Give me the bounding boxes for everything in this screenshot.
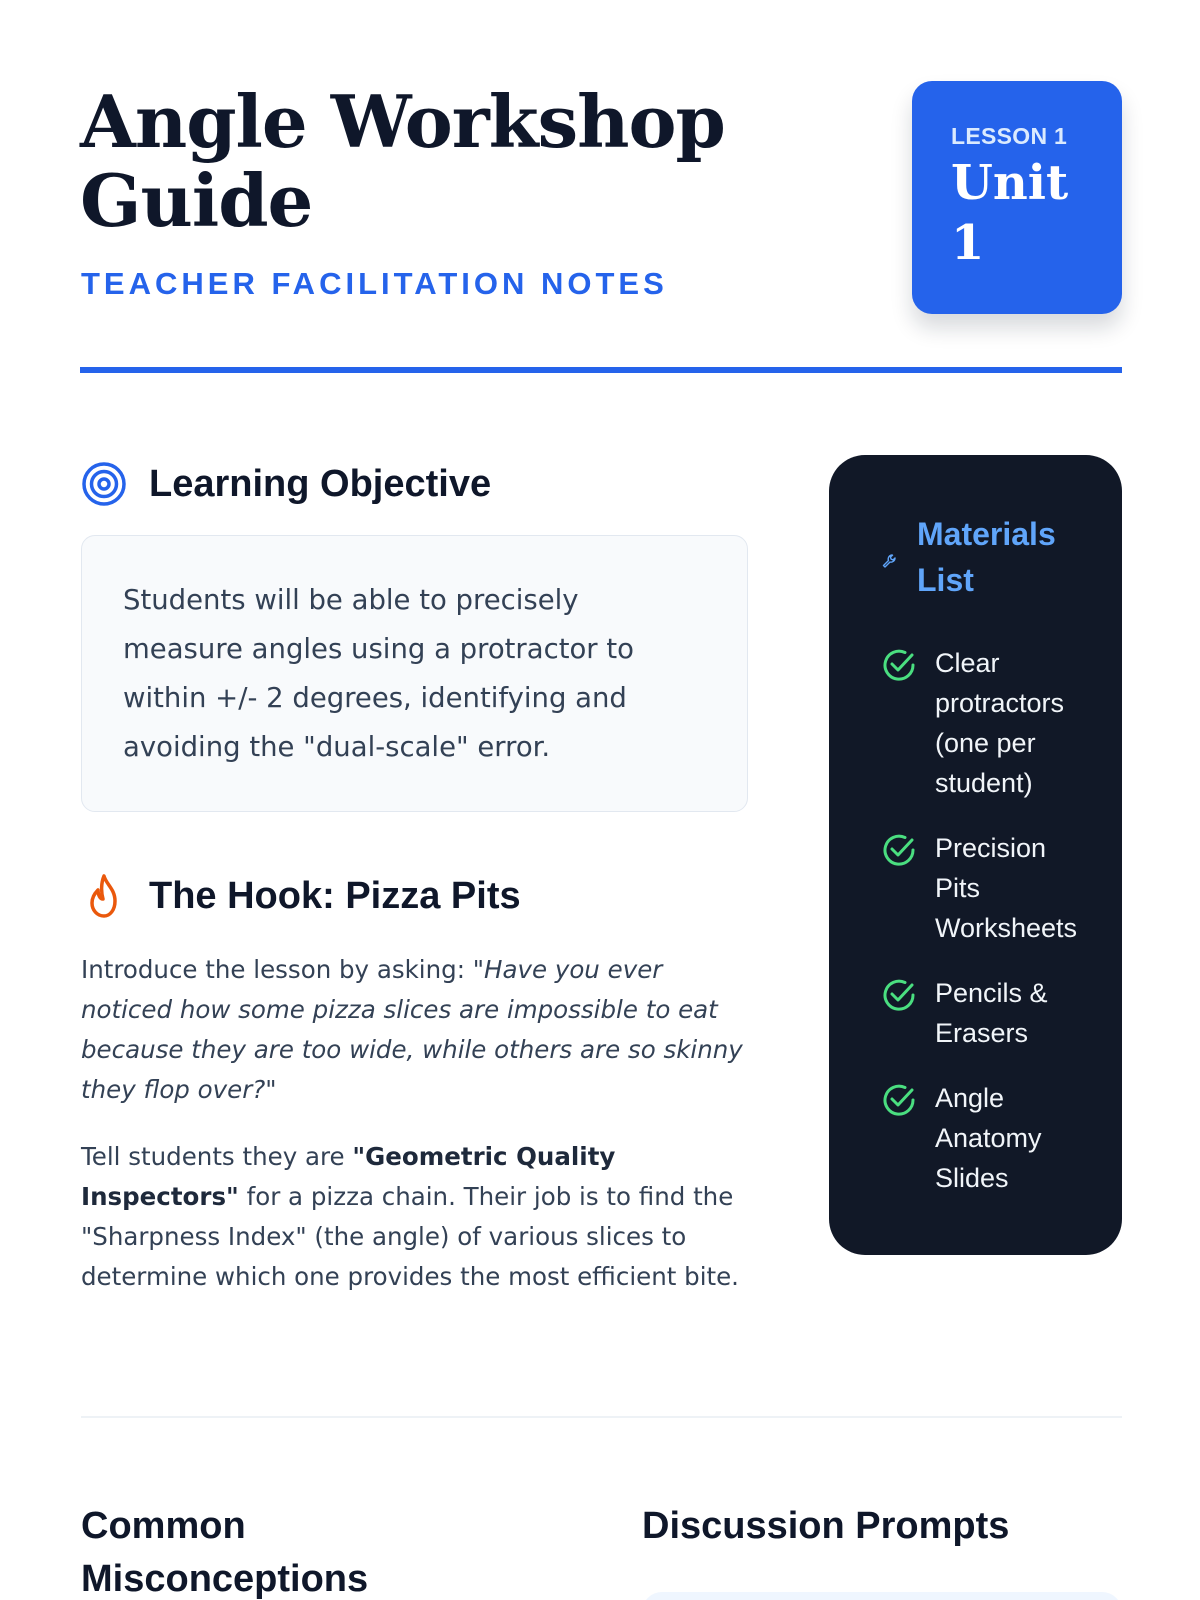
discussion-prompt-card: [642, 1592, 1122, 1600]
lesson-label: LESSON 1: [951, 123, 1068, 149]
discussion-heading: Discussion Prompts: [642, 1505, 1010, 1547]
target-icon: [81, 461, 127, 507]
objective-heading-text: Learning Objective: [149, 462, 492, 505]
materials-list: [881, 643, 1122, 1198]
materials-heading: [881, 511, 1122, 603]
hook-p2-start: Tell students they are: [81, 1142, 353, 1171]
hook-paragraph-1: [81, 950, 751, 1110]
materials-item-label: Clear protractors (one per student): [935, 648, 1065, 798]
unit-badge: [912, 81, 1122, 314]
hook-p2-end: for a pizza chain. Their job is to find the "Sharpness Index" (the angle) of various slices to determine which one provides the most efficient bite.: [81, 1182, 739, 1291]
check-circle-icon: [881, 977, 917, 1013]
materials-item: [881, 643, 1122, 803]
check-circle-icon: [881, 1082, 917, 1118]
objective-heading: [81, 461, 491, 507]
materials-panel: [829, 455, 1122, 1255]
materials-item-label: Pencils & Erasers: [935, 978, 1048, 1048]
wrench-icon: [881, 553, 901, 573]
misconceptions-heading: Common Misconceptions: [81, 1505, 369, 1600]
materials-item: [881, 973, 1122, 1053]
hook-p2-bold: "Geometric Quality Inspectors": [81, 1142, 616, 1211]
materials-item-label: Precision Pits Worksheets: [935, 833, 1078, 943]
section-divider: [81, 1416, 1122, 1418]
materials-item-label: Angle Anatomy Slides: [935, 1083, 1042, 1193]
hook-paragraph-2: [81, 1137, 751, 1297]
hook-quote: "Have you ever noticed how some pizza slices are impossible to eat because they are too wide, while others are so skinny they flop over?": [81, 955, 743, 1104]
hook-heading-text: The Hook: Pizza Pits: [149, 874, 521, 917]
header-divider: [80, 367, 1122, 373]
materials-item: [881, 1078, 1122, 1198]
materials-title: Materials List: [917, 516, 1056, 598]
flame-icon: [81, 873, 127, 919]
hook-intro: Introduce the lesson by asking:: [81, 955, 473, 984]
page-title: Angle Workshop Guide: [80, 79, 725, 243]
hook-heading: [81, 873, 521, 919]
unit-label: Unit 1: [951, 155, 1069, 271]
check-circle-icon: [881, 832, 917, 868]
objective-box: Students will be able to precisely measure angles using a protractor to within +/- 2 degrees, identifying and avoiding the "dual-scale" error.: [81, 535, 748, 812]
page-subtitle: TEACHER FACILITATION NOTES: [81, 266, 668, 301]
check-circle-icon: [881, 647, 917, 683]
materials-item: [881, 828, 1122, 948]
